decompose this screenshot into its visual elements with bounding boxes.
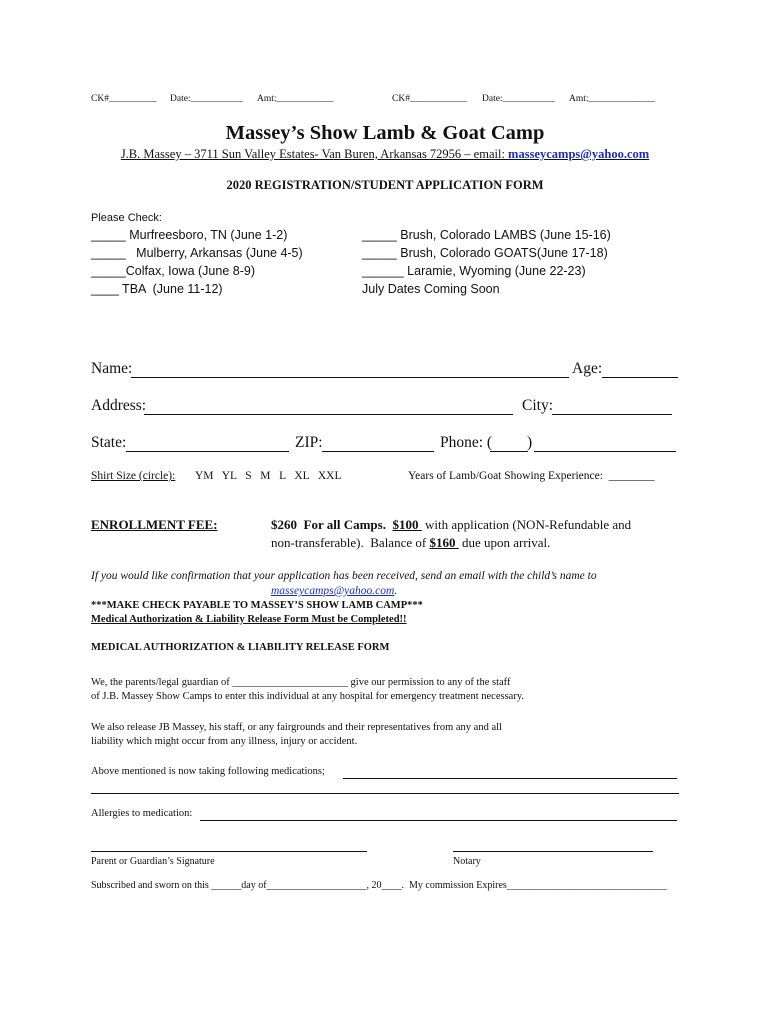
state-field[interactable]	[126, 451, 289, 452]
form-title: 2020 REGISTRATION/STUDENT APPLICATION FORM	[226, 178, 544, 192]
enrollment-line-1	[271, 517, 631, 533]
contact-email-link[interactable]: masseycamps@yahoo.com	[508, 147, 650, 161]
release-form-title: MEDICAL AUTHORIZATION & LIABILITY RELEASE FORM	[91, 642, 390, 653]
ck-right[interactable]: CK#____________	[392, 94, 467, 104]
subscribed-sworn-line[interactable]: Subscribed and sworn on this ______day of____________________, 20____. My commission Expires________________________________	[91, 880, 667, 891]
contact-text: J.B. Massey – 3711 Sun Valley Estates- Van Buren, Arkansas 72956 – email:	[120, 147, 509, 161]
release-liability-line-2: liability which might occur from any illness, injury or accident.	[91, 736, 358, 747]
name-label: Name:	[91, 360, 133, 377]
allergies-label: Allergies to medication:	[91, 808, 193, 819]
allergies-field[interactable]	[200, 820, 677, 821]
camp-option-brush-goats[interactable]: _____ Brush, Colorado GOATS(June 17-18)	[362, 246, 608, 260]
camp-option-colfax[interactable]: _____Colfax, Iowa (June 8-9)	[91, 264, 255, 278]
medications-field[interactable]	[343, 778, 677, 779]
july-dates-note: July Dates Coming Soon	[362, 282, 500, 296]
phone-area-code-field[interactable]	[490, 451, 528, 452]
camp-option-laramie[interactable]: ______ Laramie, Wyoming (June 22-23)	[362, 264, 586, 278]
enrollment-application-text: with application (NON-Refundable and	[421, 517, 632, 532]
address-field[interactable]	[144, 414, 513, 415]
amt-right[interactable]: Amt:______________	[569, 94, 656, 104]
notary-label: Notary	[453, 856, 481, 867]
amt-left[interactable]: Amt:____________	[257, 94, 334, 104]
camp-option-brush-lambs[interactable]: _____ Brush, Colorado LAMBS (June 15-16)	[362, 228, 611, 242]
years-experience-field[interactable]: Years of Lamb/Goat Showing Experience: ________	[408, 470, 655, 482]
zip-label: ZIP:	[295, 434, 323, 451]
release-liability-line-1: We also release JB Massey, his staff, or any fairgrounds and their representatives from any and all	[91, 722, 502, 733]
camp-option-murfreesboro[interactable]: _____ Murfreesboro, TN (June 1-2)	[91, 228, 288, 242]
signature-line[interactable]	[91, 851, 367, 852]
confirmation-email-period: .	[394, 585, 398, 597]
release-permission-line-2: of J.B. Massey Show Camps to enter this individual at any hospital for emergency treatment necessary.	[91, 691, 525, 702]
enrollment-all-camps: $260 For all Camps.	[271, 517, 393, 532]
please-check-label: Please Check:	[91, 212, 162, 224]
confirmation-email-link[interactable]: masseycamps@yahoo.com	[271, 585, 395, 597]
name-field[interactable]	[131, 377, 569, 378]
medications-label: Above mentioned is now taking following medications;	[91, 766, 325, 777]
medical-required-note: Medical Authorization & Liability Release Form Must be Completed!!	[91, 614, 407, 625]
check-payable-note: ***MAKE CHECK PAYABLE TO MASSEY’S SHOW LAMB CAMP***	[91, 600, 423, 611]
enrollment-deposit: $100	[392, 517, 422, 532]
page-title: Massey’s Show Lamb & Goat Camp	[225, 122, 545, 144]
release-permission-line-1: We, the parents/legal guardian of ______________________ give our permission to any of the staff	[91, 677, 511, 688]
enrollment-line-2	[271, 535, 550, 551]
enrollment-balance-text: non-transferable). Balance of	[271, 535, 430, 550]
age-field[interactable]	[602, 377, 678, 378]
signature-label: Parent or Guardian’s Signature	[91, 856, 215, 867]
medications-field-line-2[interactable]	[91, 793, 679, 794]
notary-line[interactable]	[453, 851, 653, 852]
state-label: State:	[91, 434, 127, 451]
ck-left[interactable]: CK#__________	[91, 94, 157, 104]
contact-line	[0, 147, 770, 162]
enrollment-fee-label: ENROLLMENT FEE:	[91, 517, 218, 532]
confirmation-text: If you would like confirmation that your application has been received, send an email with the child’s name to	[91, 570, 597, 582]
camp-option-mulberry[interactable]: _____ Mulberry, Arkansas (June 4-5)	[91, 246, 303, 260]
date-right[interactable]: Date:___________	[482, 94, 555, 104]
zip-field[interactable]	[322, 451, 434, 452]
enrollment-arrival-text: due upon arrival.	[458, 535, 551, 550]
date-left[interactable]: Date:___________	[170, 94, 243, 104]
confirmation-email-line	[271, 585, 397, 597]
city-label: City:	[522, 397, 554, 414]
camp-option-tba[interactable]: ____ TBA (June 11-12)	[91, 282, 223, 296]
shirt-size-options[interactable]: YM YL S M L XL XXL	[195, 470, 342, 482]
shirt-size-label: Shirt Size (circle):	[91, 470, 176, 482]
city-field[interactable]	[552, 414, 672, 415]
phone-label: Phone: (	[440, 434, 493, 451]
phone-number-field[interactable]	[534, 451, 676, 452]
phone-close-paren: )	[527, 434, 533, 451]
address-label: Address:	[91, 397, 147, 414]
enrollment-balance: $160	[429, 535, 459, 550]
age-label: Age:	[572, 360, 603, 377]
